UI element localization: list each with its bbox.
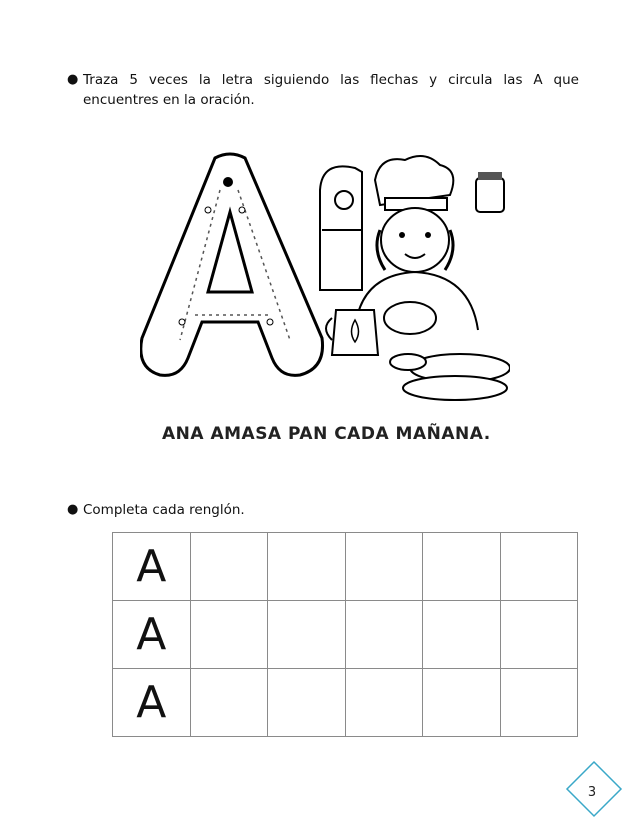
bullet-icon: ● bbox=[67, 72, 79, 87]
grid-empty-cell[interactable] bbox=[500, 669, 578, 737]
letter-a-outline-icon bbox=[141, 154, 323, 375]
table-row bbox=[113, 601, 578, 669]
instruction-text: Traza 5 veces la letra siguiendo las flechas y circula las A que encuentres en la oración. bbox=[83, 72, 579, 108]
grid-empty-cell[interactable] bbox=[423, 601, 501, 669]
grid-empty-cell[interactable] bbox=[268, 601, 346, 669]
grid-empty-cell[interactable] bbox=[190, 533, 268, 601]
bread-icon bbox=[390, 354, 510, 400]
grid-letter-cell: A bbox=[113, 533, 191, 601]
jar-icon bbox=[476, 172, 504, 212]
table-row bbox=[113, 669, 578, 737]
grid-empty-cell[interactable] bbox=[190, 601, 268, 669]
flower-pitcher-icon bbox=[326, 310, 378, 355]
sample-sentence: ANA AMASA PAN CADA MAÑANA. bbox=[162, 424, 491, 444]
grid-empty-cell[interactable] bbox=[423, 533, 501, 601]
instruction-complete bbox=[67, 500, 579, 520]
page-number: 3 bbox=[587, 785, 597, 800]
grid-empty-cell[interactable] bbox=[190, 669, 268, 737]
grid-empty-cell[interactable] bbox=[423, 669, 501, 737]
chef-woman-icon bbox=[355, 156, 478, 334]
window-icon bbox=[320, 166, 362, 290]
grid-empty-cell[interactable] bbox=[500, 601, 578, 669]
start-dot-icon bbox=[223, 177, 233, 187]
instruction-text: Completa cada renglón. bbox=[83, 502, 245, 518]
grid-letter-cell: A bbox=[113, 669, 191, 737]
grid-empty-cell[interactable] bbox=[500, 533, 578, 601]
bullet-icon: ● bbox=[67, 502, 79, 517]
grid-empty-cell[interactable] bbox=[345, 669, 423, 737]
table-row bbox=[113, 533, 578, 601]
grid-empty-cell[interactable] bbox=[268, 533, 346, 601]
instruction-trace bbox=[67, 70, 579, 110]
grid-empty-cell[interactable] bbox=[268, 669, 346, 737]
grid-empty-cell[interactable] bbox=[345, 601, 423, 669]
grid-letter-cell: A bbox=[113, 601, 191, 669]
practice-grid bbox=[112, 532, 578, 737]
letter-a-illustration bbox=[140, 150, 510, 460]
grid-empty-cell[interactable] bbox=[345, 533, 423, 601]
